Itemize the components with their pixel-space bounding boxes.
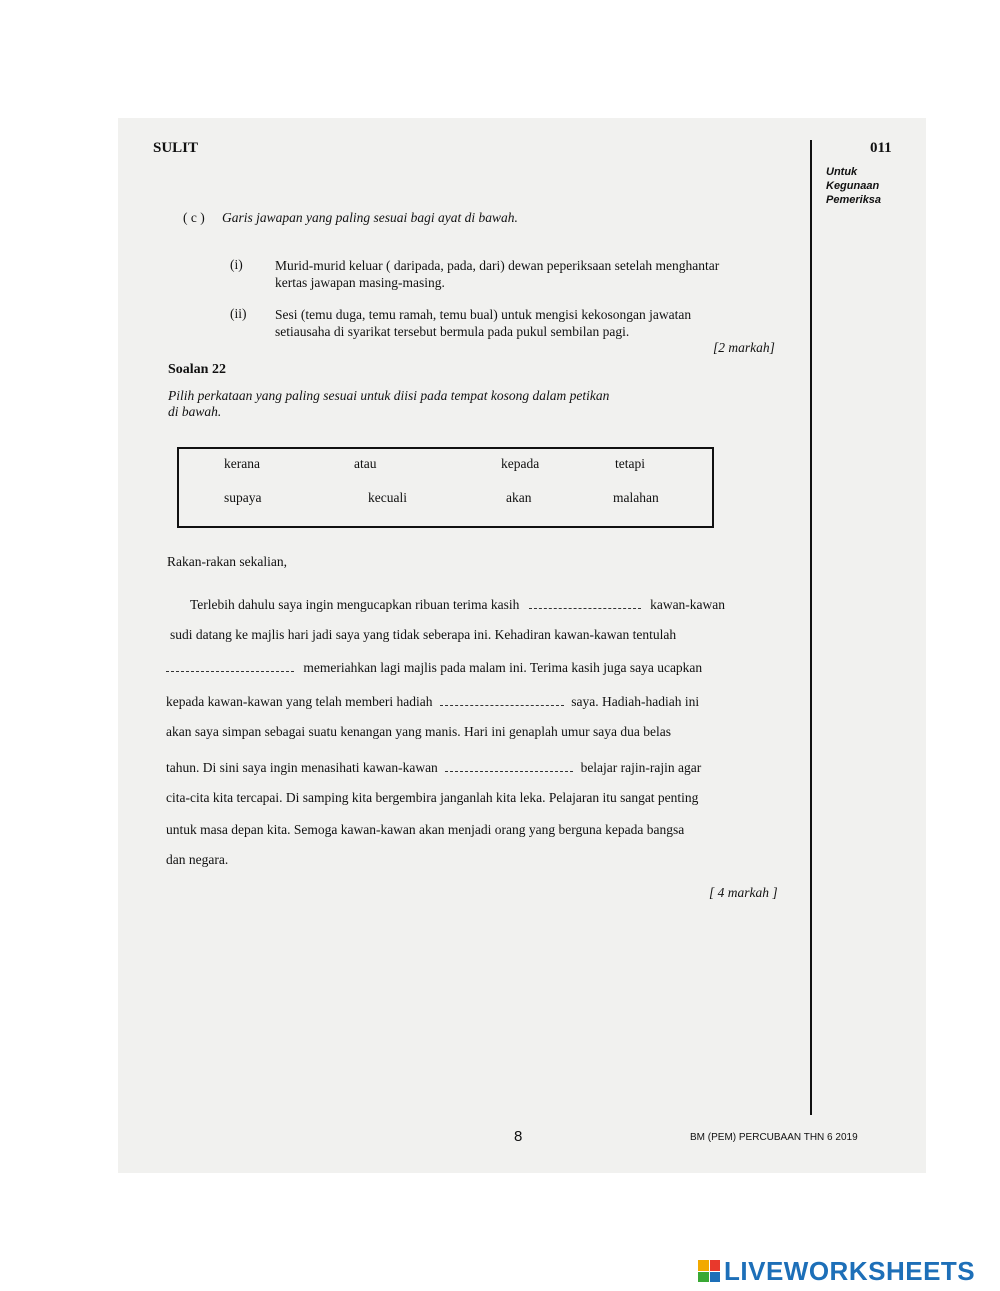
passage-text: memeriahkan lagi majlis pada malam ini. Terima kasih juga saya ucapkan [303,660,703,675]
passage-line-with-blank [166,658,702,676]
passage-text: tahun. Di sini saya ingin menasihati kawan-kawan [166,760,438,775]
passage-greeting: Rakan-rakan sekalian, [167,554,287,569]
instruction-line: Pilih perkataan yang paling sesuai untuk diisi pada tempat kosong dalam petikan [168,388,610,403]
item-line: Murid-murid keluar ( daripada, pada, dari) dewan peperiksaan setelah menghantar [275,258,720,273]
item-number: (i) [230,257,243,272]
passage-text: kawan-kawan [650,597,726,612]
word-bank-item: supaya [224,490,262,505]
passage-line: dan negara. [166,852,229,867]
word-bank-item: malahan [613,490,659,505]
word-bank-item: kepada [501,456,540,471]
marks-label: [2 markah] [713,340,775,355]
word-bank-item: kerana [224,456,260,471]
examiner-note-line: Kegunaan [826,180,880,192]
part-c-instruction: Garis jawapan yang paling sesuai bagi ayat di bawah. [222,210,518,225]
item-line: Sesi (temu duga, temu ramah, temu bual) untuk mengisi kekosongan jawatan [275,307,692,322]
liveworksheets-logo-icon [698,1260,720,1282]
answer-blank-1[interactable] [529,595,641,609]
passage-line-with-blank [166,692,699,710]
passage-text: saya. Hadiah-hadiah ini [571,694,700,709]
logo-text: LIVEWORKSHEETS [724,1255,976,1286]
instruction-line: di bawah. [168,404,222,419]
question-instruction [168,388,609,420]
question-title: Soalan 22 [168,362,226,377]
answer-blank-4[interactable] [445,758,573,772]
word-bank-item: akan [506,490,532,505]
part-c-label: ( c ) [183,210,205,225]
word-bank-item: kecuali [368,490,407,505]
item-number: (ii) [230,306,247,321]
item-text [275,257,719,291]
passage-line: akan saya simpan sebagai suatu kenangan yang manis. Hari ini genaplah umur saya dua belas [166,724,671,739]
passage-text: Terlebih dahulu saya ingin mengucapkan ribuan terima kasih [190,597,520,612]
header-code: 011 [870,140,892,156]
passage-line: cita-cita kita tercapai. Di samping kita bergembira janganlah kita leka. Pelajaran itu sangat penting [166,790,699,805]
header-sulit: SULIT [153,140,199,156]
item-line: kertas jawapan masing-masing. [275,275,445,290]
passage-line-with-blank [190,595,725,613]
answer-blank-2[interactable] [166,658,294,672]
exam-code: BM (PEM) PERCUBAAN THN 6 2019 [690,1132,858,1143]
page-number: 8 [514,1128,523,1145]
passage-text: belajar rajin-rajin agar [580,760,702,775]
item-line: setiausaha di syarikat tersebut bermula pada pukul sembilan pagi. [275,324,630,339]
passage-line: untuk masa depan kita. Semoga kawan-kawan akan menjadi orang yang berguna kepada bangsa [166,822,685,837]
examiner-note [826,165,881,207]
word-bank-box [177,447,714,528]
answer-blank-3[interactable] [440,692,564,706]
item-text [275,306,691,340]
passage-line: sudi datang ke majlis hari jadi saya yang tidak seberapa ini. Kehadiran kawan-kawan tentulah [170,627,677,642]
examiner-note-line: Pemeriksa [826,194,882,206]
passage-line-with-blank [166,758,701,776]
passage-text: kepada kawan-kawan yang telah memberi hadiah [166,694,433,709]
marks-label: [ 4 markah ] [709,885,778,900]
examiner-note-line: Untuk [826,166,858,178]
examiner-margin-line [810,140,812,1115]
word-bank-item: tetapi [615,456,645,471]
liveworksheets-logo [698,1257,975,1285]
word-bank-item: atau [354,456,377,471]
